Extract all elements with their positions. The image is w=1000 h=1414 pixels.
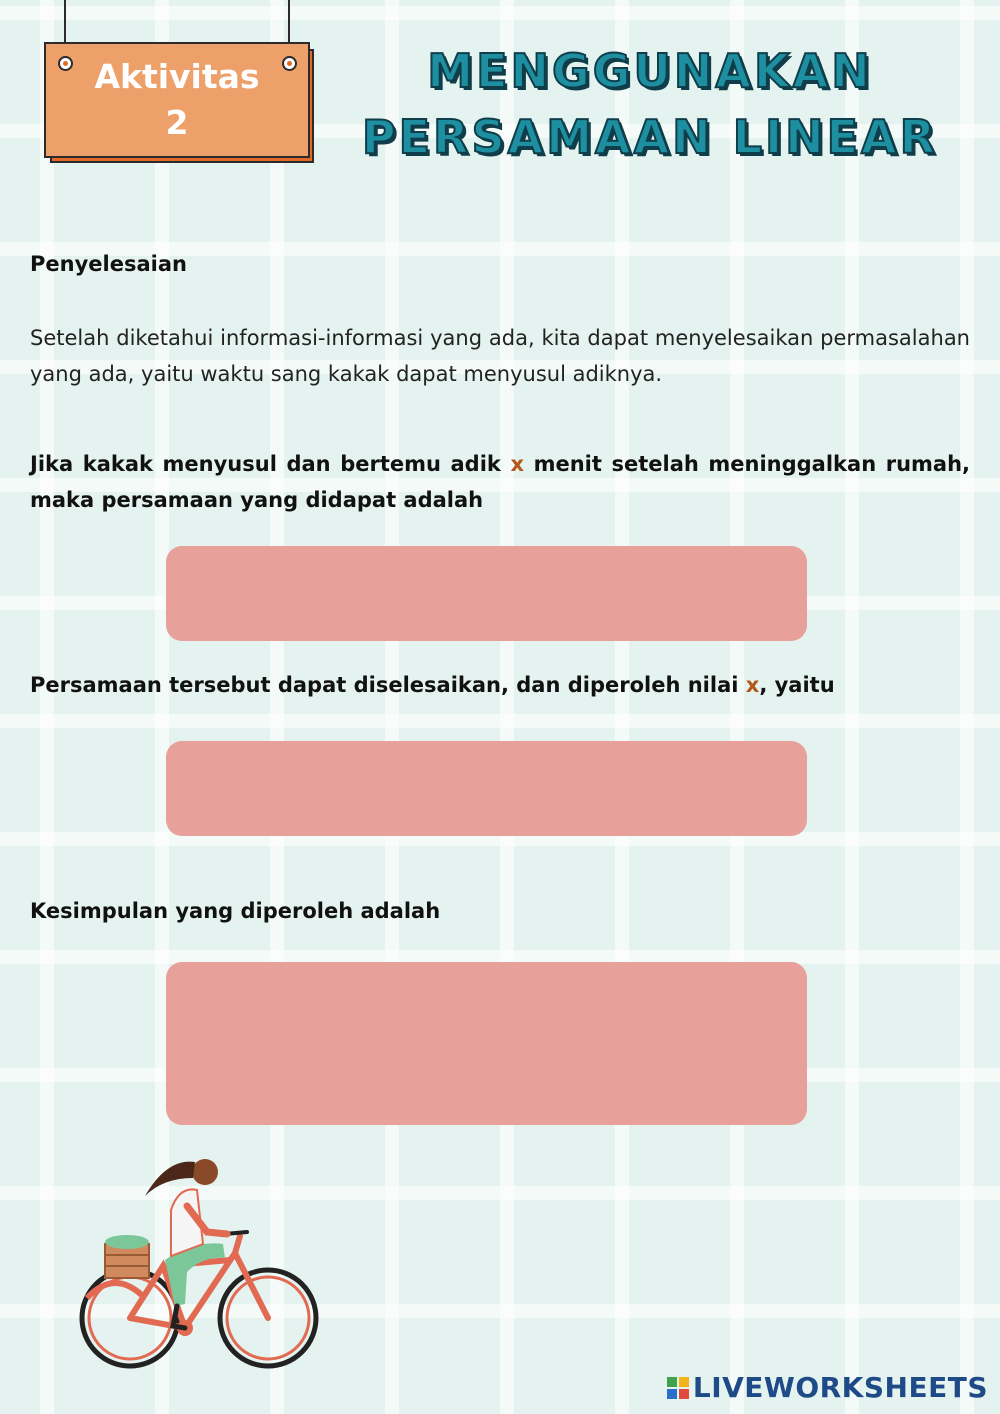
x-value-answer-box[interactable] <box>166 741 807 836</box>
variable-x: x <box>745 673 760 697</box>
liveworksheets-logo <box>667 1371 988 1404</box>
question-3: Kesimpulan yang diperoleh adalah <box>30 899 441 923</box>
title-line-1: MENGGUNAKAN <box>427 44 873 98</box>
brand-text: LIVEWORKSHEETS <box>692 1371 988 1404</box>
girl-head <box>192 1159 218 1185</box>
conclusion-answer-box[interactable] <box>166 962 807 1125</box>
nail-icon <box>58 56 73 71</box>
title-line-2: PERSAMAAN LINEAR <box>361 110 939 164</box>
question-1-text-end: menit setelah meninggalkan rumah, maka persamaan yang didapat adalah <box>30 452 970 512</box>
activity-number: 2 <box>165 103 189 142</box>
question-1 <box>30 446 970 518</box>
variable-x: x <box>510 452 525 476</box>
question-1-text: Jika kakak menyusul dan bertemu adik <box>30 452 501 476</box>
page-title <box>340 38 960 170</box>
intro-paragraph: Setelah diketahui informasi-informasi yang ada, kita dapat menyelesaikan permasalahan yang ada, yaitu waktu sang kakak dapat menyusul adiknya. <box>30 326 970 386</box>
question-2-text: Persamaan tersebut dapat diselesaikan, dan diperoleh nilai <box>30 673 739 697</box>
section-heading: Penyelesaian <box>30 252 187 276</box>
basket-greens <box>105 1235 149 1249</box>
girl-bicycle-illustration <box>75 1148 325 1380</box>
activity-sign <box>44 42 310 158</box>
question-2-text-end: , yaitu <box>759 673 835 697</box>
question-2 <box>30 667 970 703</box>
equation-answer-box[interactable] <box>166 546 807 641</box>
activity-label: Aktivitas <box>94 57 260 96</box>
nail-icon <box>282 56 297 71</box>
basket <box>105 1244 149 1278</box>
logo-grid-icon <box>667 1377 689 1399</box>
